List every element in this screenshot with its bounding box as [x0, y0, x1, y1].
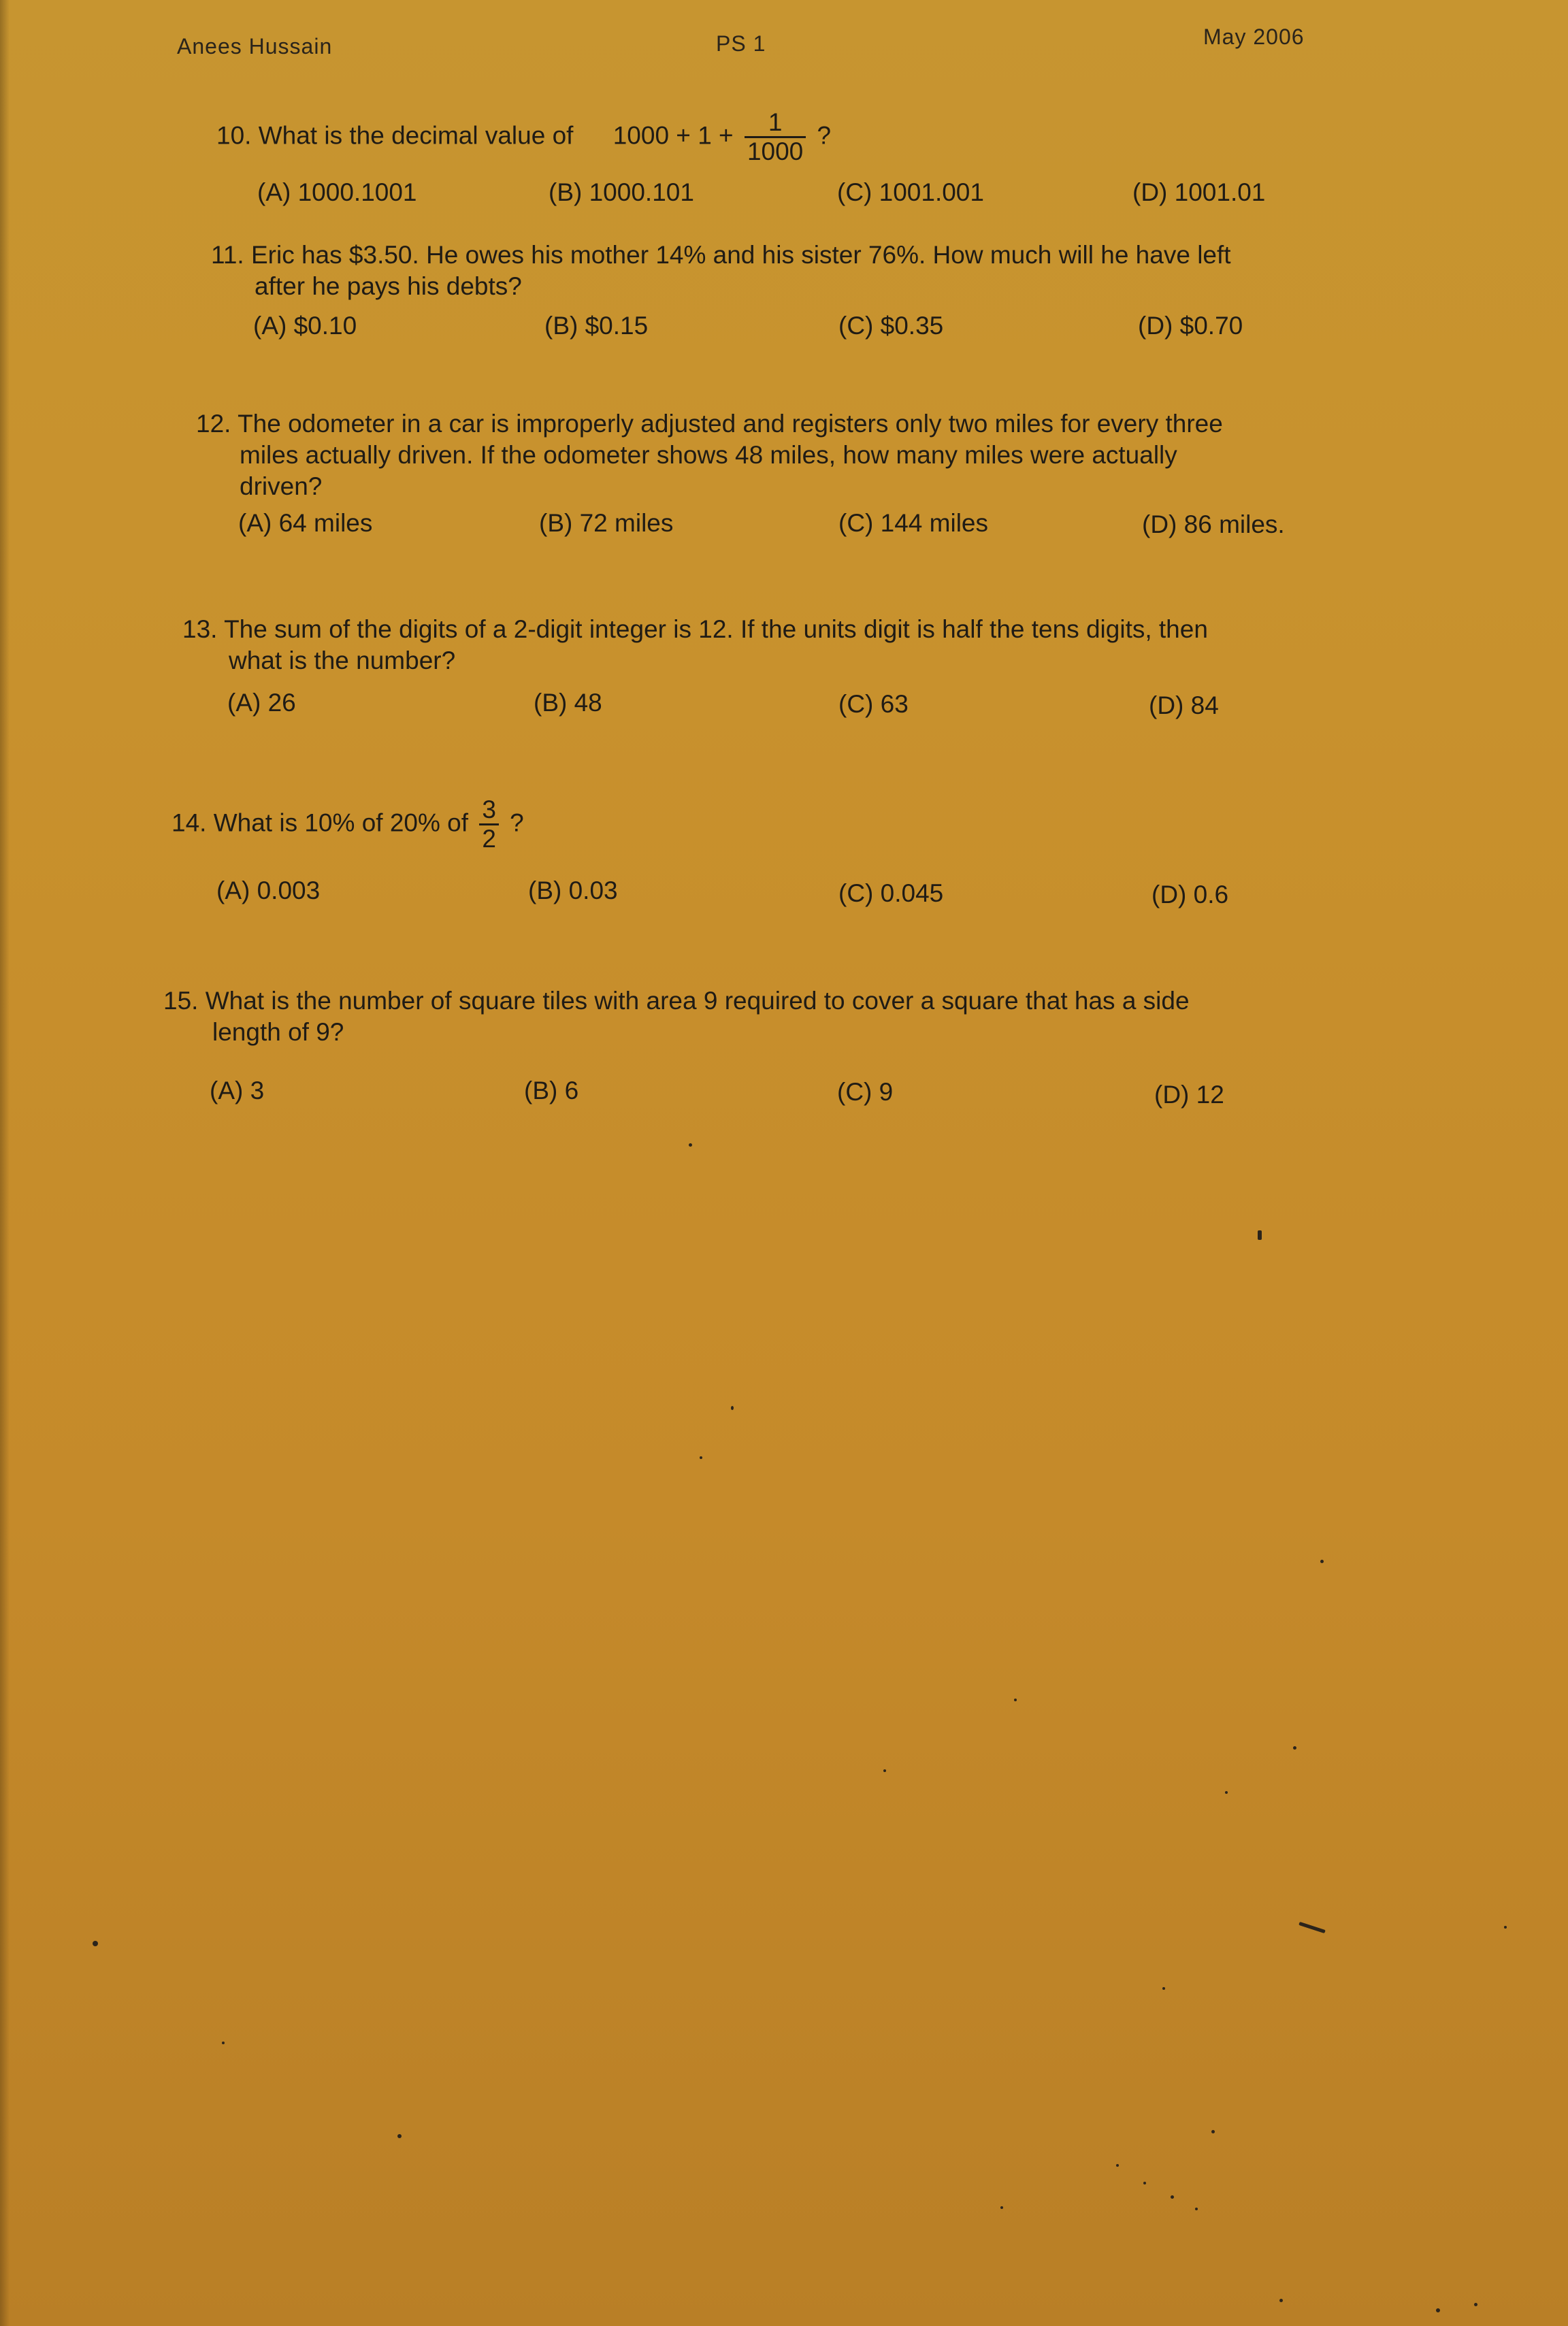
page-title: PS 1 [716, 31, 766, 56]
question-text: What is the number of square tiles with area 9 required to cover a square that has a side [205, 987, 1190, 1015]
math-expression [613, 109, 831, 165]
math-expression [475, 796, 523, 853]
question-number: 12. [196, 410, 231, 438]
question-14 [172, 796, 1124, 853]
option-a[interactable]: (A) 1000.1001 [257, 178, 417, 206]
question-15-line-2: length of 9? [212, 1018, 344, 1046]
author-name: Anees Hussain [177, 34, 333, 59]
fraction-numerator: 1 [768, 108, 783, 136]
paper-speck [883, 1769, 886, 1772]
question-13-line-2: what is the number? [229, 646, 456, 674]
question-15-line-1 [163, 985, 1524, 1017]
paper-speck [731, 1406, 734, 1410]
option-c[interactable]: (C) 9 [837, 1078, 894, 1106]
option-a[interactable]: (A) 26 [227, 689, 296, 717]
math-prefix: 1000 + 1 + [612, 121, 734, 150]
option-c[interactable]: (C) 144 miles [838, 509, 988, 537]
paper-speck [1474, 2303, 1477, 2306]
question-number: 10. [216, 121, 252, 150]
fraction [745, 109, 806, 165]
question-15 [163, 985, 1524, 1048]
paper-speck [1298, 1922, 1326, 1933]
question-text: What is 10% of 20% of [213, 808, 469, 837]
option-b[interactable]: (B) 6 [524, 1077, 579, 1104]
question-number: 13. [182, 615, 218, 643]
option-d[interactable]: (D) 12 [1154, 1081, 1224, 1109]
question-text: What is the decimal value of [258, 121, 574, 150]
paper-speck [1014, 1699, 1017, 1701]
paper-speck [1211, 2130, 1215, 2133]
question-13 [182, 614, 1509, 676]
question-13-line-1 [182, 614, 1509, 645]
question-12-line-2: miles actually driven. If the odometer shows 48 miles, how many miles were actually [240, 441, 1177, 469]
paper-speck [1436, 2308, 1440, 2312]
option-c[interactable]: (C) 63 [838, 690, 909, 718]
option-c[interactable]: (C) 0.045 [838, 879, 944, 907]
question-12-line-3: driven? [240, 472, 323, 500]
math-suffix: ? [510, 808, 524, 837]
question-12 [196, 408, 1489, 502]
option-a[interactable]: (A) 0.003 [216, 877, 321, 904]
option-a[interactable]: (A) $0.10 [253, 312, 357, 340]
question-10-line [216, 109, 1441, 165]
paper-speck [1258, 1230, 1262, 1240]
paper-speck [1320, 1560, 1324, 1563]
question-text: The odometer in a car is improperly adjusted and registers only two miles for every three [238, 410, 1223, 438]
paper-speck [397, 2134, 402, 2138]
paper-speck [700, 1456, 702, 1459]
question-number: 14. [172, 808, 207, 837]
question-10 [216, 109, 1441, 165]
option-d[interactable]: (D) 0.6 [1152, 881, 1229, 908]
option-d[interactable]: (D) 84 [1149, 691, 1219, 719]
option-b[interactable]: (B) 0.03 [528, 877, 618, 904]
option-d[interactable]: (D) 1001.01 [1132, 178, 1266, 206]
option-b[interactable]: (B) 72 miles [539, 509, 674, 537]
paper-speck [689, 1143, 692, 1147]
option-d[interactable]: (D) $0.70 [1138, 312, 1243, 340]
paper-speck [1171, 2195, 1174, 2199]
paper-speck [93, 1941, 98, 1946]
paper-speck [1143, 2182, 1146, 2184]
question-11 [211, 240, 1504, 302]
option-d[interactable]: (D) 86 miles. [1142, 510, 1285, 538]
fraction-numerator: 3 [482, 796, 496, 823]
paper-speck [1116, 2164, 1119, 2167]
question-text: Eric has $3.50. He owes his mother 14% and his sister 76%. How much will he have left [250, 241, 1231, 269]
paper-speck [1504, 1926, 1507, 1929]
fraction-denominator: 1000 [747, 137, 804, 165]
question-14-line [172, 796, 1124, 853]
option-c[interactable]: (C) $0.35 [838, 312, 944, 340]
question-11-line-1 [211, 240, 1504, 271]
option-c[interactable]: (C) 1001.001 [837, 178, 984, 206]
option-a[interactable]: (A) 64 miles [238, 509, 373, 537]
paper-speck [1195, 2208, 1198, 2210]
option-b[interactable]: (B) $0.15 [544, 312, 649, 340]
paper-speck [1225, 1791, 1228, 1794]
paper-speck [1293, 1746, 1296, 1750]
paper-speck [1000, 2206, 1003, 2209]
question-number: 15. [163, 987, 199, 1015]
paper-speck [222, 2042, 225, 2044]
question-number: 11. [211, 241, 244, 269]
math-suffix: ? [817, 121, 832, 150]
option-a[interactable]: (A) 3 [210, 1077, 265, 1104]
question-12-line-1 [196, 408, 1489, 440]
date-label: May 2006 [1203, 24, 1305, 49]
paper-speck [1162, 1987, 1165, 1990]
page-edge-shadow [0, 0, 10, 2326]
fraction [479, 796, 499, 853]
question-11-line-2: after he pays his debts? [255, 272, 522, 300]
paper-speck [1279, 2299, 1283, 2302]
fraction-denominator: 2 [482, 825, 496, 853]
option-b[interactable]: (B) 48 [534, 689, 602, 717]
question-text: The sum of the digits of a 2-digit integer is 12. If the units digit is half the tens digits, then [224, 615, 1208, 643]
option-b[interactable]: (B) 1000.101 [549, 178, 694, 206]
